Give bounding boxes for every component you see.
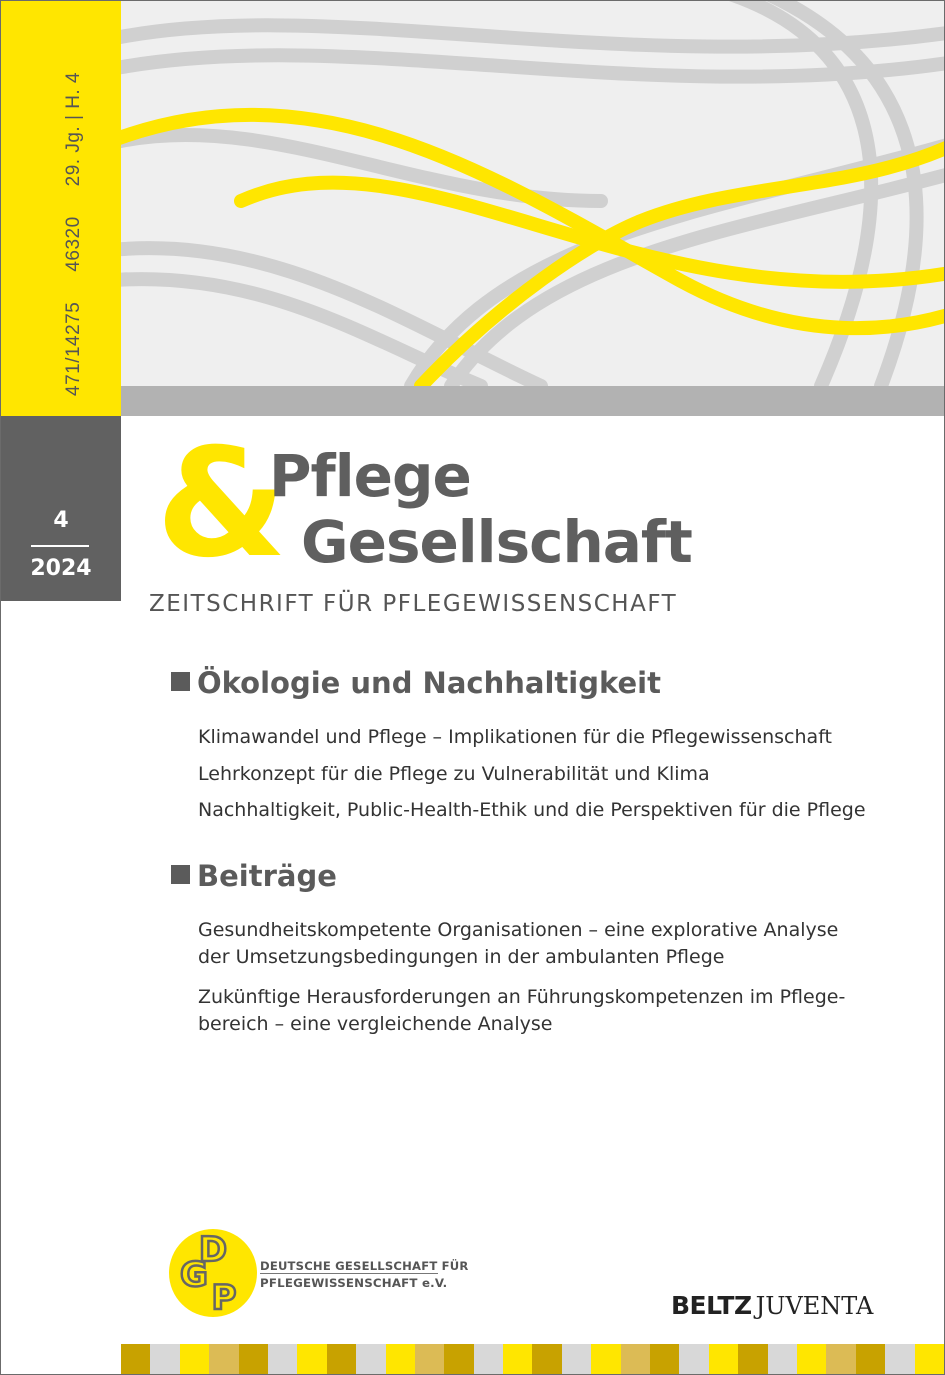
stripe-segment [297, 1344, 326, 1374]
stripe-segment [915, 1344, 944, 1374]
article-title-line: bereich – eine vergleichende Analyse [198, 1012, 553, 1035]
stripe-segment [180, 1344, 209, 1374]
section-heading-text: Ökologie und Nachhaltigkeit [197, 666, 661, 700]
stripe-segment [621, 1344, 650, 1374]
stripe-segment [797, 1344, 826, 1374]
journal-subtitle: ZEITSCHRIFT FÜR PFLEGEWISSENSCHAFT [149, 591, 678, 617]
spine-volume: 29. Jg. | H. 4 [63, 71, 84, 187]
stripe-segment [709, 1344, 738, 1374]
stripe-segment [738, 1344, 767, 1374]
stripe-segment [768, 1344, 797, 1374]
stripe-segment [150, 1344, 179, 1374]
publisher-logo [671, 1291, 873, 1320]
dgp-logo-icon [166, 1223, 261, 1318]
section-heading-beitraege [171, 859, 337, 893]
issue-divider [31, 545, 89, 547]
article-title: Klimawandel und Pflege – Implikationen für die Pflegewissenschaft [198, 726, 832, 748]
journal-title-line-2: Gesellschaft [301, 508, 692, 576]
logo-letter-p: P [211, 1278, 237, 1318]
stripe-segment [532, 1344, 561, 1374]
bullet-square-icon [171, 672, 190, 691]
stripe-segment [826, 1344, 855, 1374]
stripe-segment [356, 1344, 385, 1374]
stripe-segment [503, 1344, 532, 1374]
logo-letter-d: D [198, 1230, 228, 1270]
article-title-line: der Umsetzungsbedingungen in der ambulanten Pflege [198, 945, 725, 968]
society-name-line-2: PFLEGEWISSENSCHAFT e.V. [260, 1276, 448, 1290]
spine-info [63, 72, 85, 396]
bullet-square-icon [171, 865, 190, 884]
stripe-segment [444, 1344, 473, 1374]
publisher-beltz: BELTZ [671, 1291, 752, 1320]
section-heading-oekologie [171, 666, 661, 700]
stripe-segment [386, 1344, 415, 1374]
stripe-segment [415, 1344, 444, 1374]
stripe-segment [209, 1344, 238, 1374]
article-title: Nachhaltigkeit, Public-Health-Ethik und die Perspektiven für die Pflege [198, 799, 866, 821]
banner-grey-bar [121, 386, 944, 416]
stripe-segment [856, 1344, 885, 1374]
wave-lines-graphic [121, 1, 944, 386]
stripe-segment [121, 1344, 150, 1374]
stripe-segment [650, 1344, 679, 1374]
stripe-segment [268, 1344, 297, 1374]
stripe-segment [327, 1344, 356, 1374]
society-name-line-1: DEUTSCHE GESELLSCHAFT FÜR [260, 1259, 469, 1273]
section-heading-text: Beiträge [197, 859, 337, 893]
spine-code-1: 471/14275 [63, 301, 84, 396]
issue-box [1, 416, 121, 601]
stripe-segment [591, 1344, 620, 1374]
spine-yellow-strip [1, 1, 121, 416]
article-title [198, 917, 838, 970]
article-title: Lehrkonzept für die Pflege zu Vulnerabilität und Klima [198, 763, 710, 785]
logo-letter-g: G [180, 1255, 208, 1295]
title-ampersand: & [156, 417, 287, 591]
publisher-juventa: JUVENTA [755, 1292, 874, 1320]
article-title-line: Gesundheitskompetente Organisationen – eine explorative Analyse [198, 919, 839, 941]
bottom-color-stripe [121, 1344, 944, 1374]
cover-banner-graphic [121, 1, 944, 386]
spine-code-2: 46320 [63, 216, 84, 272]
stripe-segment [562, 1344, 591, 1374]
society-divider [260, 1273, 438, 1274]
stripe-segment [885, 1344, 914, 1374]
stripe-segment [239, 1344, 268, 1374]
stripe-segment [474, 1344, 503, 1374]
issue-year: 2024 [30, 556, 92, 581]
stripe-segment [679, 1344, 708, 1374]
article-title-line: Zukünftige Herausforderungen an Führungskompetenzen im Pflege- [198, 986, 846, 1008]
issue-number: 4 [53, 508, 69, 533]
article-title [198, 984, 845, 1037]
journal-title-line-1: Pflege [269, 442, 471, 510]
